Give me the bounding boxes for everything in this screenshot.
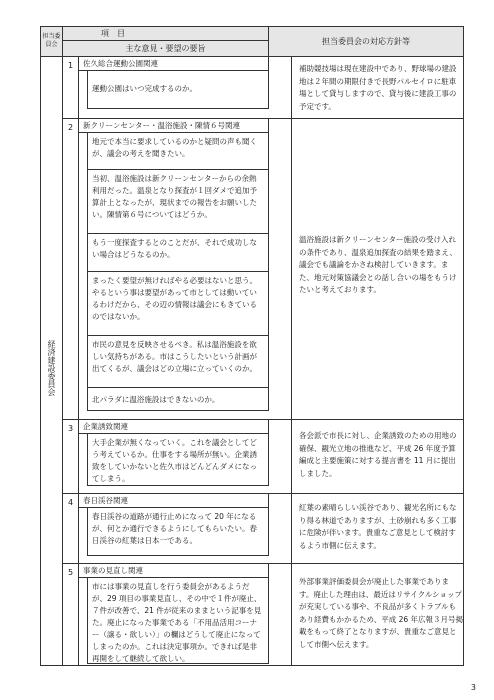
section-title: 企業誘致関連 — [79, 420, 269, 434]
section-number: 3 — [63, 420, 79, 493]
policy-text: 補助競技場は現在建設中であり、野球場の建設地は２年間の期限付きで長野パルセイロに駐車場として貸与しますので、貸与後に建設工事の予定です。 — [299, 64, 457, 111]
opinion-item: 春日渓谷の道路が通行止めになって 20 年になるが、何とか通行できるようにしてもらいたい。春日渓谷の紅葉は日本一である。 — [87, 508, 269, 556]
section-title: 事業の見直し関連 — [79, 564, 269, 578]
committee-name: 経済建設委員会 — [47, 340, 56, 396]
policy-text: 温浴施設は新クリーンセンター施設の受け入れの条件であり、温泉追加探査の結果を踏まえ、議会でも議論をかさね検討していきます。また、地元対策協議会との話し合いの場をもうけたいと考えております。 — [299, 235, 457, 294]
section-title: 新クリーンセンター・温浴施設・陳情６号関連 — [79, 119, 269, 133]
header-opinion: 主な意見・要望の要旨 — [63, 41, 269, 56]
section-5 — [63, 564, 463, 666]
opinion-item: もう一度探査するとのことだが、それで成功しない場合はどうなるのか。 — [87, 234, 269, 272]
committee-column — [41, 57, 63, 665]
opinion-item: 市には事業の見直しを行う委員会があるようだが、29 項目の事業見直し、その中で１件が廃止、７件が改善で、21 件が従来のままという記事を見た。廃止になった事業である「不用品活用コーナー（譲る・欲しい）」の欄はどうして廃止になってしまったのか。これは決定事項か。できれば是非再開をして継続して欲しい。 — [87, 578, 269, 664]
section-4 — [63, 494, 463, 564]
header-committee: 担当委員会 — [41, 27, 63, 56]
page-number: 3 — [470, 683, 476, 692]
section-3 — [63, 420, 463, 494]
opinion-item: 市民の意見を反映させるべき。私は温浴施設を欲しい気持ちがある。市はこうしたいという計画が出てくるが、議会はどの立場に立っていくのか。 — [87, 336, 269, 388]
opinion-table — [40, 26, 464, 666]
opinion-item: 大手企業が無くなっていく。これを議会としてどう考えているか。仕事をする場所が無い。企業誘致をしていかないと佐久市はどんどんダメになってしまう。 — [87, 434, 269, 486]
header-item: 項 目 — [63, 27, 269, 41]
section-number: 1 — [63, 57, 79, 118]
section-title: 春日渓谷関連 — [79, 494, 269, 508]
header-policy: 担当委員会の対応方針等 — [322, 37, 410, 46]
policy-text: 紅葉の素晴らしい渓谷であり、観光名所にもなり得る林道でありますが、土砂崩れも多く工事に危険が伴います。貴重なご意見として検討するよう市側に伝えます。 — [299, 503, 457, 550]
section-number: 2 — [63, 119, 79, 419]
policy-text: 外部事業評価委員会が廃止した事業であります。廃止した理由は、最近はリサイクルショップが充実している事や、不良品が多くトラブルもあり経費もかかるため、平成 26 年広報３月号掲載をもって終了となりますが、貴重なご意見として市側へ伝えます。 — [299, 577, 464, 649]
section-title: 佐久総合運動公園関連 — [79, 57, 269, 71]
opinion-item: 地元で本当に要求しているのかと疑問の声も聞くが、議会の考えを聞きたい。 — [87, 133, 269, 170]
opinion-item: 運動公園はいつ完成するのか。 — [87, 71, 269, 109]
section-2 — [63, 119, 463, 420]
opinion-item: 当初、温浴施設は新クリーンセンターからの余熱利用だった。温泉となり探査が１回ダメで追加予算計上となったが、現状までの報告をお願いしたい。陳情第６号についてはどうか。 — [87, 170, 269, 234]
opinion-item: まったく要望が無ければやる必要はないと思う。やるという事は要望があって市としては動いているわけだから、その辺の情報は議会にもきているのではないか。 — [87, 272, 269, 336]
section-1 — [63, 57, 463, 119]
section-number: 5 — [63, 564, 79, 666]
table-header — [41, 27, 463, 57]
opinion-item: 北パラダに温浴施設はできないのか。 — [87, 388, 269, 411]
policy-text: 各会派で市長に対し、企業誘致のための用地の確保、観光立地の推進など、平成 26 年度予算編成と主要施策に対する提言書を 11 月に提出しました。 — [299, 431, 457, 478]
section-number: 4 — [63, 494, 79, 563]
